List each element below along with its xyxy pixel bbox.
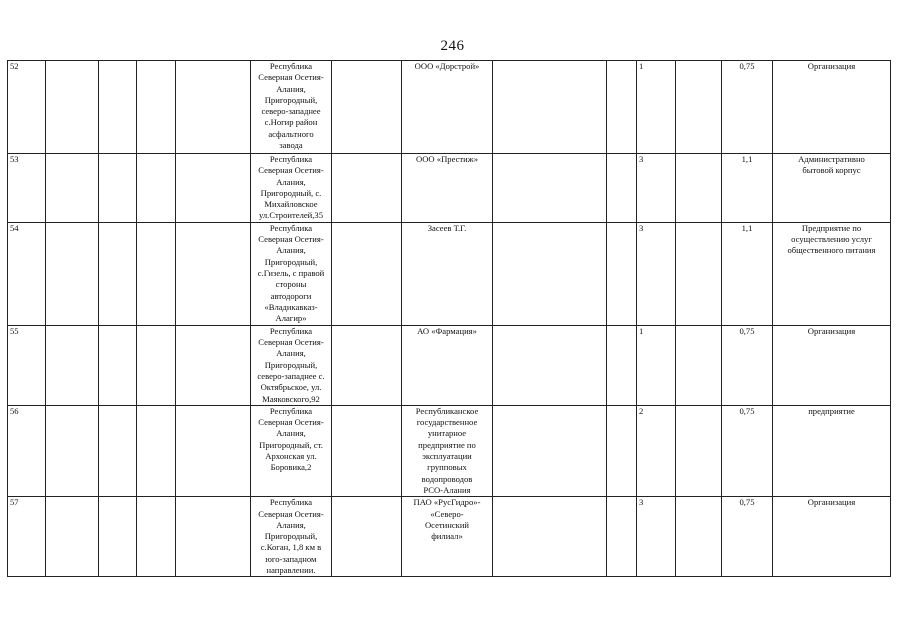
row-number-cell: 54 xyxy=(8,222,46,325)
address-cell xyxy=(251,154,332,223)
cell-line: государственное xyxy=(416,417,478,428)
empty-cell xyxy=(176,222,251,325)
empty-cell xyxy=(137,222,176,325)
cell-line: Республика xyxy=(269,222,313,233)
empty-cell xyxy=(607,61,637,154)
address-cell xyxy=(251,222,332,325)
empty-cell xyxy=(493,61,607,154)
empty-cell xyxy=(676,222,722,325)
empty-cell xyxy=(46,154,99,223)
empty-cell xyxy=(46,405,99,496)
empty-cell xyxy=(332,222,402,325)
cell-line: Михайловское xyxy=(264,199,318,210)
empty-cell xyxy=(137,325,176,405)
address-cell xyxy=(251,325,332,405)
empty-cell xyxy=(99,222,137,325)
empty-cell xyxy=(493,405,607,496)
empty-cell xyxy=(493,154,607,223)
organization-cell xyxy=(402,154,493,223)
cell-line: общественного питания xyxy=(787,245,876,256)
empty-cell xyxy=(99,61,137,154)
cell-line: Пригородный, xyxy=(264,359,318,370)
empty-cell xyxy=(99,405,137,496)
empty-cell xyxy=(493,325,607,405)
cell-line: Пригородный, ст. xyxy=(259,439,323,450)
empty-cell xyxy=(676,61,722,154)
value-cell: 0,75 xyxy=(722,325,773,405)
cell-line: унитарное xyxy=(427,428,467,439)
object-type-cell xyxy=(773,497,891,577)
cell-line: юго-западном xyxy=(265,553,317,564)
cell-line: завода xyxy=(279,140,303,151)
row-number-cell: 55 xyxy=(8,325,46,405)
cell-line: филиал» xyxy=(431,531,463,542)
cell-line: с.Гизель, с правой xyxy=(257,267,325,278)
cell-line: РСО-Алания xyxy=(423,484,471,495)
empty-cell xyxy=(493,222,607,325)
organization-cell xyxy=(402,325,493,405)
category-cell: 3 xyxy=(637,497,676,577)
organization-cell xyxy=(402,61,493,154)
cell-line: Пригородный, с. xyxy=(260,187,322,198)
cell-line: Октябрьское, ул. xyxy=(260,382,322,393)
empty-cell xyxy=(99,154,137,223)
empty-cell xyxy=(676,325,722,405)
empty-cell xyxy=(176,325,251,405)
cell-line: эксплуатации xyxy=(422,451,472,462)
cell-line: Алания, xyxy=(276,83,306,94)
table-row xyxy=(8,61,891,154)
table-row xyxy=(8,405,891,496)
registry-table xyxy=(7,60,891,577)
cell-line: водопроводов xyxy=(421,473,473,484)
empty-cell xyxy=(176,61,251,154)
cell-line: Алания, xyxy=(276,428,306,439)
table-row xyxy=(8,222,891,325)
cell-line: бытовой корпус xyxy=(802,165,861,176)
empty-cell xyxy=(607,154,637,223)
cell-line: Боровика,2 xyxy=(270,462,312,473)
empty-cell xyxy=(332,154,402,223)
table-row xyxy=(8,325,891,405)
table-row xyxy=(8,154,891,223)
cell-line: Республика xyxy=(269,61,313,71)
empty-cell xyxy=(46,61,99,154)
registry-body xyxy=(8,61,891,577)
cell-line: Алагир» xyxy=(275,313,307,324)
cell-line: Северная Осетия- xyxy=(258,165,324,176)
empty-cell xyxy=(46,325,99,405)
cell-line: Северная Осетия- xyxy=(258,508,324,519)
row-number-cell: 53 xyxy=(8,154,46,223)
empty-cell xyxy=(607,222,637,325)
cell-line: Республика xyxy=(269,405,313,416)
cell-line: Алания, xyxy=(276,519,306,530)
empty-cell xyxy=(676,154,722,223)
cell-line: Организация xyxy=(807,497,856,508)
cell-line: северо-западнее с. xyxy=(257,370,325,381)
empty-cell xyxy=(99,497,137,577)
cell-line: автодороги xyxy=(270,290,312,301)
cell-line: Республиканское xyxy=(415,405,479,416)
empty-cell xyxy=(607,497,637,577)
empty-cell xyxy=(332,325,402,405)
empty-cell xyxy=(46,497,99,577)
empty-cell xyxy=(332,61,402,154)
row-number-cell: 52 xyxy=(8,61,46,154)
cell-line: с.Коган, 1,8 км в xyxy=(260,542,322,553)
empty-cell xyxy=(176,497,251,577)
cell-line: Пригородный, xyxy=(264,531,318,542)
cell-line: асфальтного xyxy=(268,128,314,139)
empty-cell xyxy=(137,61,176,154)
cell-line: «Владикавказ- xyxy=(264,301,318,312)
cell-line: Республика xyxy=(269,154,313,164)
cell-line: Республика xyxy=(269,325,313,336)
empty-cell xyxy=(607,405,637,496)
cell-line: Северная Осетия- xyxy=(258,337,324,348)
cell-line: направлении. xyxy=(266,565,316,576)
value-cell: 0,75 xyxy=(722,61,773,154)
empty-cell xyxy=(676,497,722,577)
cell-line: ул.Строителей,35 xyxy=(258,210,324,221)
cell-line: ПАО «РусГидро»- xyxy=(413,497,481,508)
cell-line: Пригородный, xyxy=(264,94,318,105)
organization-cell xyxy=(402,222,493,325)
empty-cell xyxy=(46,222,99,325)
cell-line: Алания, xyxy=(276,176,306,187)
value-cell: 1,1 xyxy=(722,154,773,223)
category-cell: 3 xyxy=(637,154,676,223)
empty-cell xyxy=(332,405,402,496)
cell-line: Административно xyxy=(798,154,865,164)
empty-cell xyxy=(176,154,251,223)
cell-line: ООО «Престиж» xyxy=(416,154,478,164)
row-number-cell: 56 xyxy=(8,405,46,496)
empty-cell xyxy=(137,405,176,496)
category-cell: 1 xyxy=(637,61,676,154)
object-type-cell xyxy=(773,325,891,405)
cell-line: Алания, xyxy=(276,245,306,256)
empty-cell xyxy=(137,154,176,223)
cell-line: предприятие по xyxy=(418,439,476,450)
cell-line: осуществлению услуг xyxy=(791,234,872,245)
cell-line: групповых xyxy=(427,462,467,473)
cell-line: стороны xyxy=(275,279,307,290)
cell-line: АО «Фармация» xyxy=(417,325,477,336)
empty-cell xyxy=(99,325,137,405)
cell-line: Осетинский xyxy=(424,519,470,530)
cell-line: Северная Осетия- xyxy=(258,417,324,428)
object-type-cell xyxy=(773,222,891,325)
cell-line: Предприятие по xyxy=(801,222,862,233)
organization-cell xyxy=(402,497,493,577)
empty-cell xyxy=(332,497,402,577)
empty-cell xyxy=(176,405,251,496)
object-type-cell xyxy=(773,61,891,154)
empty-cell xyxy=(493,497,607,577)
cell-line: Алания, xyxy=(276,348,306,359)
value-cell: 0,75 xyxy=(722,497,773,577)
cell-line: Северная Осетия- xyxy=(258,72,324,83)
cell-line: Маяковского,92 xyxy=(262,393,320,404)
organization-cell xyxy=(402,405,493,496)
value-cell: 0,75 xyxy=(722,405,773,496)
cell-line: Республика xyxy=(269,497,313,508)
cell-line: северо-западнее xyxy=(261,106,321,117)
cell-line: предприятие xyxy=(808,405,855,416)
value-cell: 1,1 xyxy=(722,222,773,325)
empty-cell xyxy=(676,405,722,496)
cell-line: Организация xyxy=(807,61,856,71)
empty-cell xyxy=(607,325,637,405)
address-cell xyxy=(251,61,332,154)
category-cell: 1 xyxy=(637,325,676,405)
cell-line: «Северо- xyxy=(430,508,464,519)
category-cell: 3 xyxy=(637,222,676,325)
cell-line: Северная Осетия- xyxy=(258,234,324,245)
cell-line: Засеев Т.Г. xyxy=(427,222,467,233)
cell-line: Организация xyxy=(807,325,856,336)
object-type-cell xyxy=(773,154,891,223)
table-row xyxy=(8,497,891,577)
address-cell xyxy=(251,497,332,577)
cell-line: с.Ногир район xyxy=(264,117,318,128)
category-cell: 2 xyxy=(637,405,676,496)
cell-line: Пригородный, xyxy=(264,256,318,267)
page-number: 246 xyxy=(440,38,465,54)
cell-line: Архонская ул. xyxy=(265,451,317,462)
object-type-cell xyxy=(773,405,891,496)
row-number-cell: 57 xyxy=(8,497,46,577)
address-cell xyxy=(251,405,332,496)
empty-cell xyxy=(137,497,176,577)
cell-line: ООО «Дорстрой» xyxy=(414,61,480,71)
